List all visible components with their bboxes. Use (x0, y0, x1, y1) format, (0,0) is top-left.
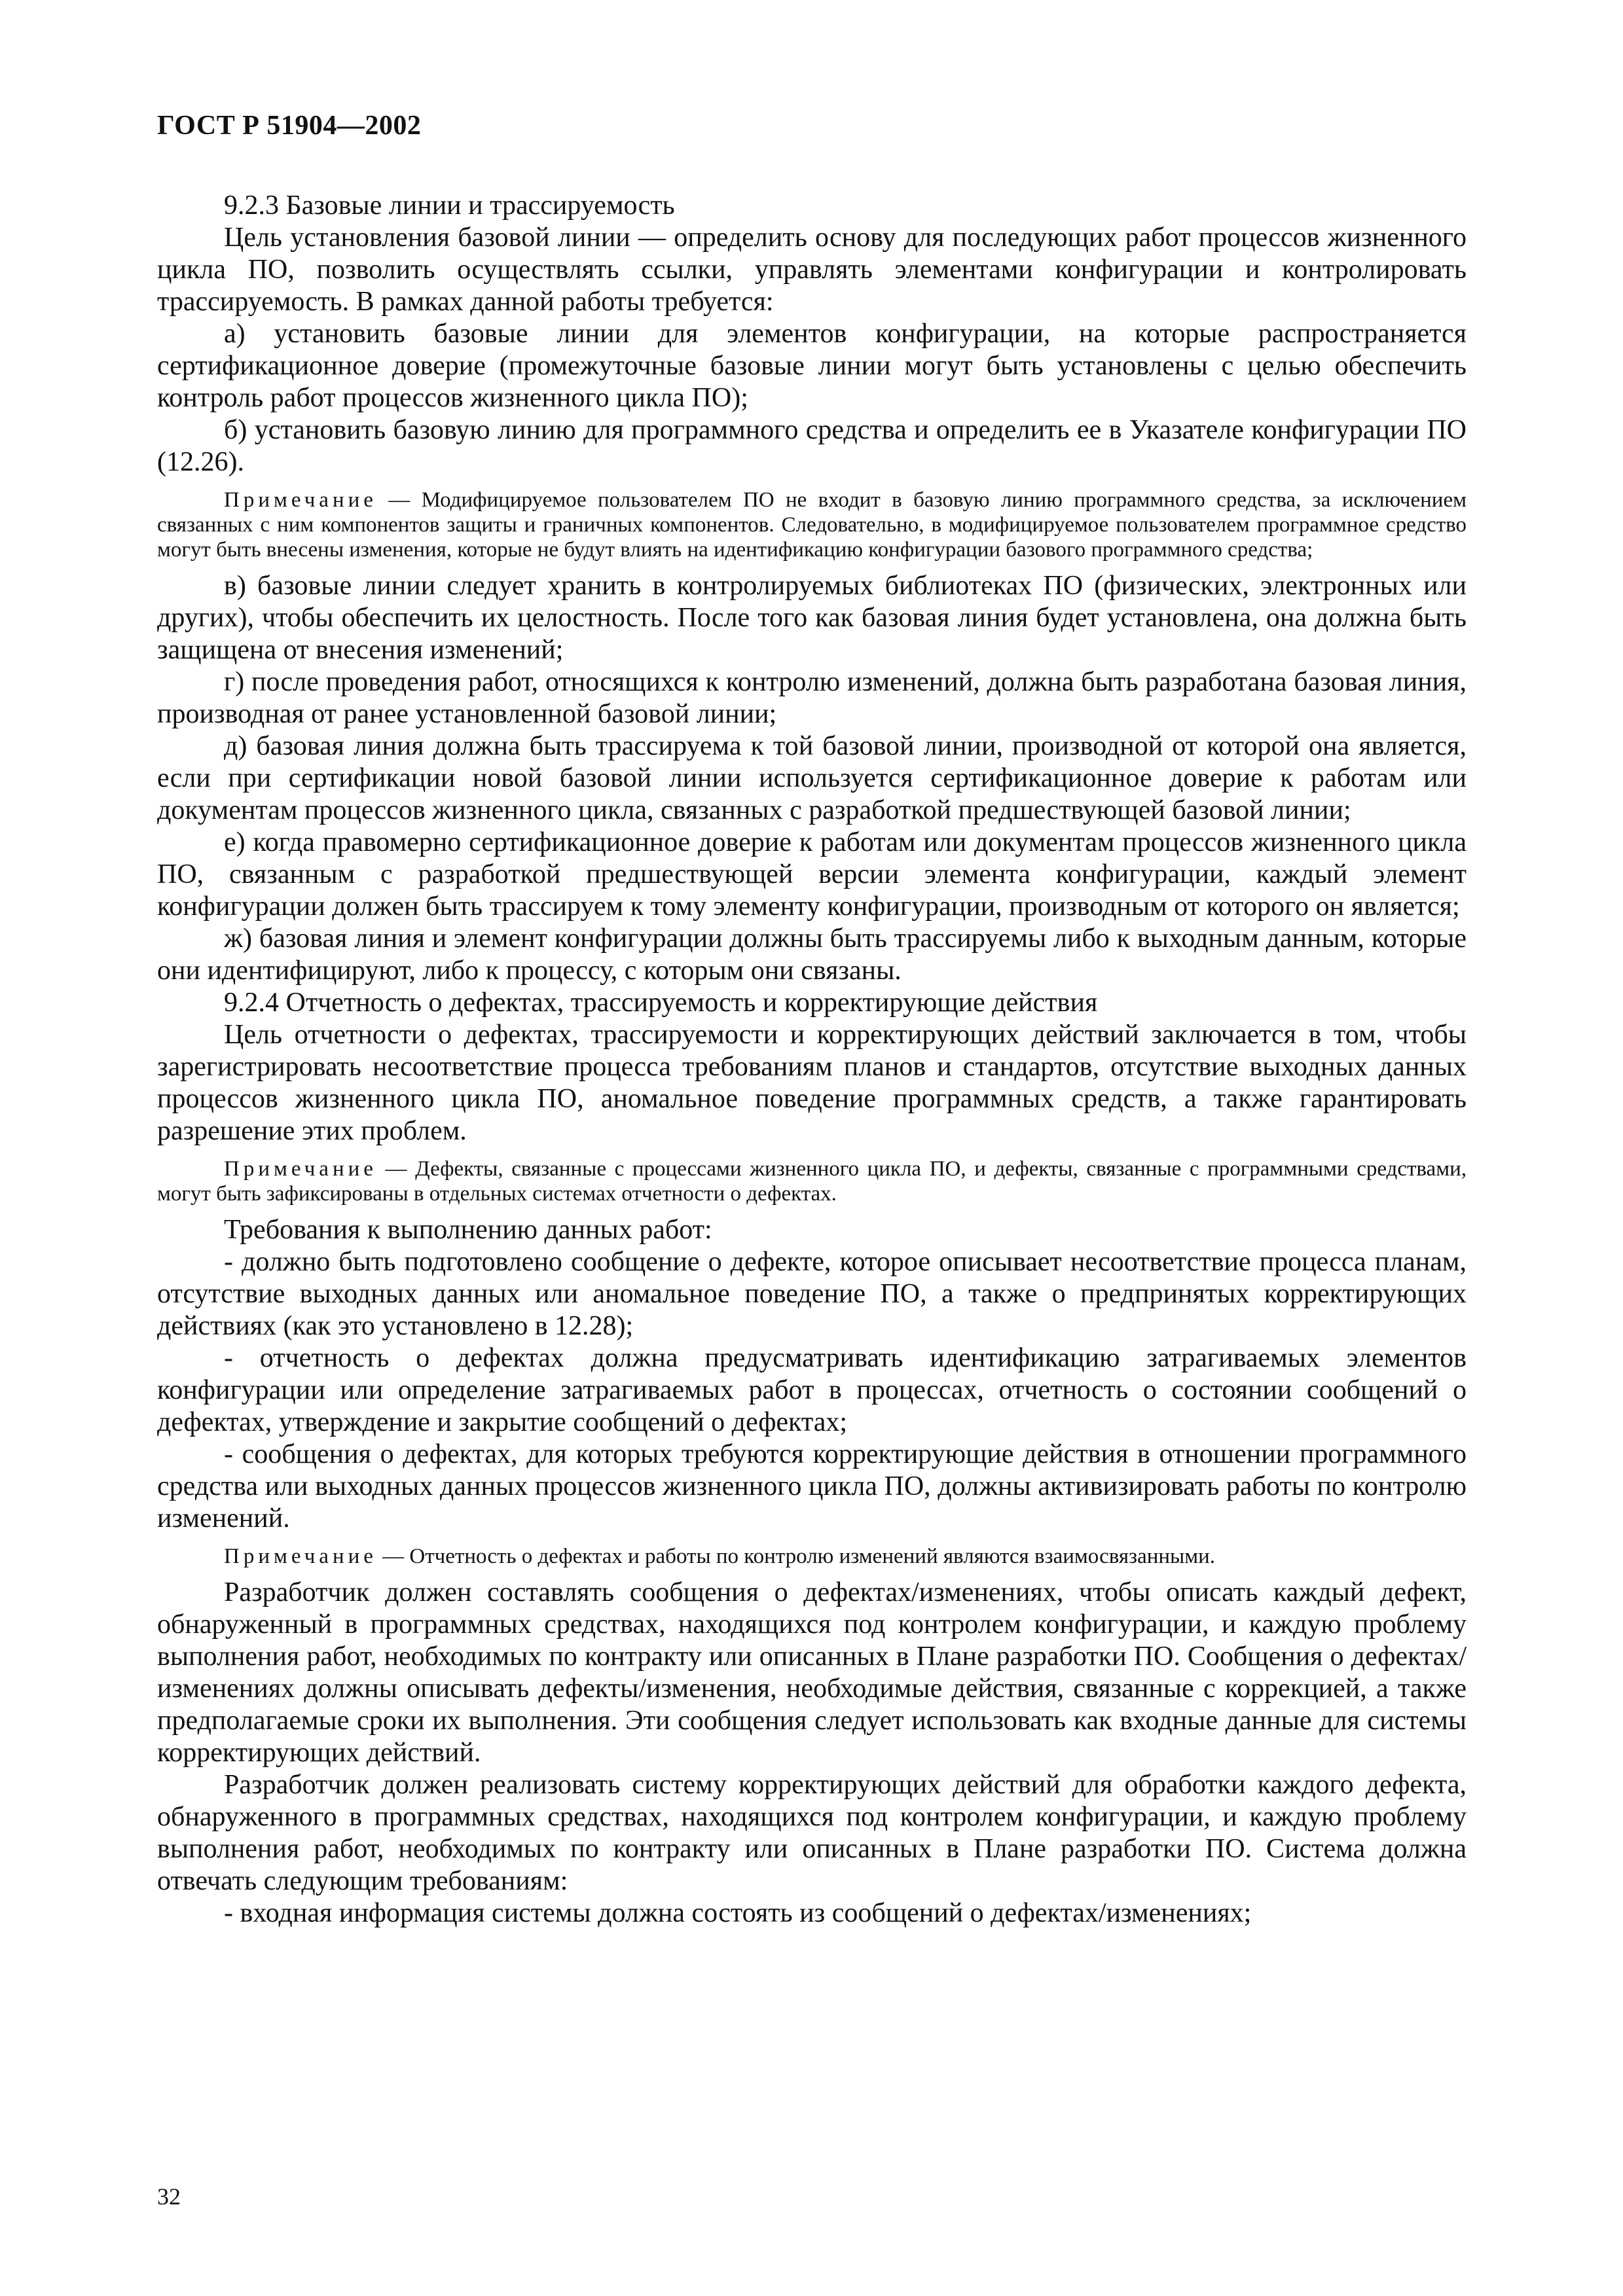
note-label: Примечание (224, 1157, 377, 1181)
list-item-a: а) установить базовые линии для элементов конфигурации, на которые распространяется сертификационное доверие (промежуточные базовые линии могут быть установлены с целью обеспечить контроль работ процессов жизненного цикла ПО); (157, 319, 1467, 413)
paragraph: Разработчик должен реализовать систему корректирующих действий для обработки каждого дефекта, обнаруженного в программных средствах, находящихся под контролем конфигурации, и каждую проблему выполнения работ, необходимых по контракту или описанных в Плане разработки ПО. Система должна отвечать следующим требованиям: (157, 1770, 1467, 1896)
paragraph: Цель отчетности о дефектах, трассируемости и корректирующих действий заключается в том, чтобы зарегистрировать несоответствие процесса требованиям планов и стандартов, отсутствие выходных данных процессов жизненного цикла ПО, аномальное поведение программных средств, а также гарантировать разрешение этих проблем. (157, 1020, 1467, 1146)
note-3 (157, 1544, 1467, 1569)
note-text: — Отчетность о дефектах и работы по контролю изменений являются взаимосвязанными. (376, 1545, 1216, 1568)
paragraph: Разработчик должен составлять сообщения о дефектах/изменениях, чтобы описать каждый дефект, обнаруженный в программных средствах, находящихся под контролем конфигурации, и каждую проблему выполнения работ, необходимых по контракту или описанных в Плане разработки ПО. Сообщения о дефектах/изменениях должны описывать дефекты/изменения, необходимые действия, связанные с коррекцией, а также предполагаемые сроки их выполнения. Эти сообщения следует использовать как входные данные для системы корректирующих действий. (157, 1577, 1467, 1768)
dash-list-item: - сообщения о дефектах, для которых требуются корректирующие действия в отношении программного средства или выходных данных процессов жизненного цикла ПО, должны активизировать работы по контролю изменений. (157, 1439, 1467, 1534)
list-item-e: е) когда правомерно сертификационное доверие к работам или документам процессов жизненного цикла ПО, связанным с разработкой предшествующей версии элемента конфигурации, каждый элемент конфигурации должен быть трассируем к тому элементу конфигурации, производным от которого он является; (157, 827, 1467, 922)
list-item-g: г) после проведения работ, относящихся к контролю изменений, должна быть разработана базовая линия, производная от ранее установленной базовой линии; (157, 667, 1467, 729)
dash-list-item: - входная информация системы должна состоять из сообщений о дефектах/изменениях; (224, 1898, 1252, 1928)
page-body (157, 190, 1467, 1929)
document-header: ГОСТ Р 51904—2002 (157, 111, 422, 141)
note-text: — Модифицируемое пользователем ПО не входит в базовую линию программного средства, за исключением связанных с ним компонентов защиты и граничных компонентов. Следовательно, в модифицируемое пользователем программное средство могут быть внесены изменения, которые не будут влиять на идентификацию конфигурации базового программного средства; (157, 488, 1467, 562)
dash-list-item: - должно быть подготовлено сообщение о дефекте, которое описывает несоответствие процесса планам, отсутствие выходных данных или аномальное поведение ПО, а также о предпринятых корректирующих действиях (как это установлено в 12.28); (157, 1247, 1467, 1341)
list-item-zh: ж) базовая линия и элемент конфигурации должны быть трассируемы либо к выходным данным, которые они идентифицируют, либо к процессу, с которым они связаны. (157, 924, 1467, 986)
page-number: 32 (157, 2183, 181, 2210)
paragraph: Требования к выполнению данных работ: (224, 1215, 712, 1245)
note-label: Примечание (224, 1545, 377, 1568)
list-item-v: в) базовые линии следует хранить в контролируемых библиотеках ПО (физических, электронных или других), чтобы обеспечить их целостность. После того как базовая линия будет установлена, она должна быть защищена от внесения изменений; (157, 571, 1467, 665)
note-1 (157, 488, 1467, 562)
list-item-b: б) установить базовую линию для программного средства и определить ее в Указателе конфигурации ПО (12.26). (157, 415, 1467, 477)
note-label: Примечание (224, 488, 377, 512)
section-heading-9-2-4: 9.2.4 Отчетность о дефектах, трассируемость и корректирующие действия (224, 988, 1098, 1018)
list-item-d: д) базовая линия должна быть трассируема к той базовой линии, производной от которой она является, если при сертификации новой базовой линии используется сертификационное доверие к работам или документам процессов жизненного цикла, связанных с разработкой предшествующей базовой линии; (157, 731, 1467, 825)
dash-list-item: - отчетность о дефектах должна предусматривать идентификацию затрагиваемых элементов конфигурации или определение затрагиваемых работ в процессах, отчетность о состоянии сообщений о дефектах, утверждение и закрытие сообщений о дефектах; (157, 1343, 1467, 1437)
section-heading-9-2-3: 9.2.3 Базовые линии и трассируемость (224, 190, 675, 221)
note-2 (157, 1157, 1467, 1206)
paragraph: Цель установления базовой линии — определить основу для последующих работ процессов жизненного цикла ПО, позволить осуществлять ссылки, управлять элементами конфигурации и контролировать трассируемость. В рамках данной работы требуется: (157, 223, 1467, 317)
note-text: — Дефекты, связанные с процессами жизненного цикла ПО, и дефекты, связанные с программными средствами, могут быть зафиксированы в отдельных системах отчетности о дефектах. (157, 1157, 1467, 1206)
